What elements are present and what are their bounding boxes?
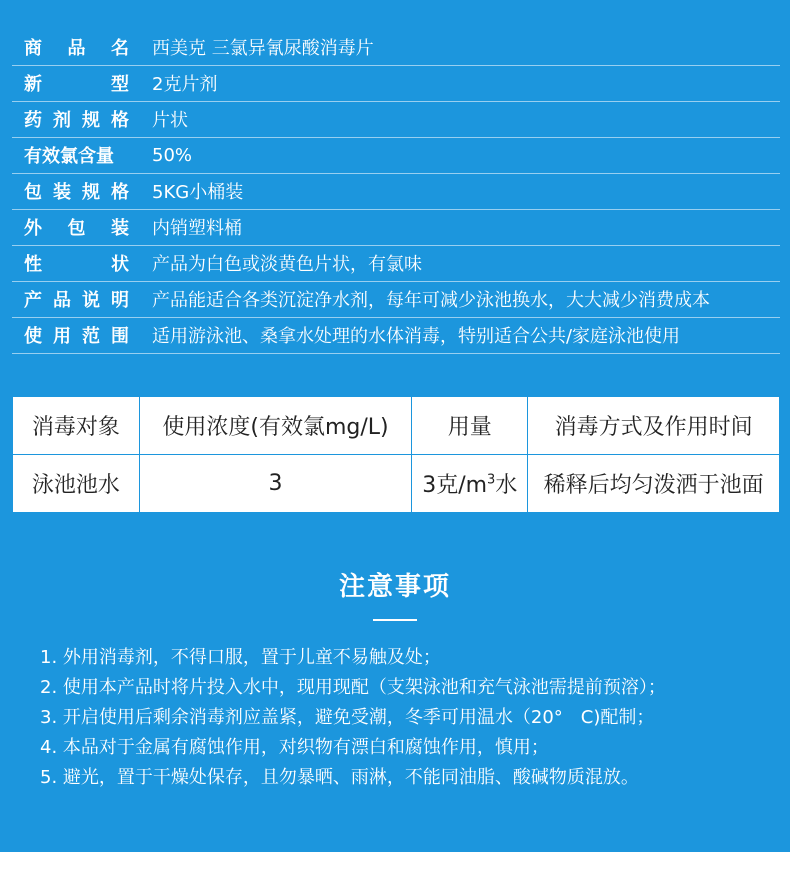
spec-value: 50% [142,137,780,173]
usage-table [12,396,780,513]
spec-label-text [24,106,129,132]
spec-label-char: 药 [24,110,42,131]
usage-method: 稀释后均匀泼洒于池面 [528,455,780,513]
usage-row [13,455,780,513]
spec-row [12,101,780,137]
spec-label [12,29,142,65]
header-method: 消毒方式及作用时间 [528,397,780,455]
spec-label-char: 状 [111,254,129,275]
notes-list [40,643,780,793]
usage-header-row [13,397,780,455]
spec-label-char: 装 [111,218,129,239]
spec-label-char: 包 [67,218,86,239]
spec-label [12,101,142,137]
usage-concentration: 3 [139,455,412,513]
header-dosage: 用量 [412,397,528,455]
notes-item: 3. 开启使用后剩余消毒剂应盖紧，避免受潮，冬季可用温水（20° C)配制； [40,707,655,728]
spec-label [12,137,142,173]
spec-value: 5KG小桶装 [142,173,780,209]
spec-label-text [24,178,129,204]
spec-label-char: 规 [82,182,100,203]
dosage-suffix: 水 [495,473,518,498]
spec-label-char: 品 [53,290,71,311]
spec-row [12,317,780,353]
spec-label-text [24,142,129,168]
notes-item: 2. 使用本产品时将片投入水中，现用现配（支架泳池和充气泳池需提前预溶）； [40,677,666,698]
spec-label-char: 围 [111,326,129,347]
usage-object: 泳池池水 [13,455,140,513]
notes-divider [373,619,417,621]
notes-title: 注意事项 [338,572,451,602]
spec-label-char: 性 [24,254,42,275]
spec-label-char: 外 [24,218,42,239]
dosage-superscript: 3 [487,472,496,488]
spec-row [12,65,780,101]
spec-label-char: 包 [24,182,42,203]
notes-item: 1. 外用消毒剂，不得口服，置于儿童不易触及处； [40,647,441,668]
spec-row [12,173,780,209]
spec-value: 2克片剂 [142,65,780,101]
spec-label-char: 明 [111,290,129,311]
spec-row [12,209,780,245]
spec-row [12,281,780,317]
spec-label-char: 说 [82,290,100,311]
spec-label-char: 型 [111,74,129,95]
spec-label-char: 有效氯含量 [24,146,114,167]
spec-value: 内销塑料桶 [142,209,780,245]
spec-label [12,173,142,209]
spec-label [12,281,142,317]
spec-row [12,29,780,65]
spec-label-char: 规 [82,110,100,131]
spec-label-char: 用 [53,326,71,347]
header-object: 消毒对象 [13,397,140,455]
spec-label-text [24,34,129,60]
spec-label-text [24,250,129,276]
spec-label-char: 装 [53,182,71,203]
spec-label-char: 新 [24,74,42,95]
spec-value: 片状 [142,101,780,137]
spec-label-text [24,70,129,96]
notes-item: 4. 本品对于金属有腐蚀作用，对织物有漂白和腐蚀作用，慎用； [40,737,549,758]
spec-label-char: 品 [67,37,86,59]
spec-label-char: 范 [82,326,100,347]
spec-label-text [24,322,129,348]
spec-label-char: 剂 [53,110,71,131]
spec-row [12,137,780,173]
spec-label-text [24,286,129,312]
dosage-prefix: 3克/m [422,473,488,498]
spec-table [12,29,780,354]
spec-value: 西美克 三氯异氰尿酸消毒片 [142,29,780,65]
spec-value: 产品为白色或淡黄色片状，有氯味 [142,245,780,281]
spec-label-char: 商 [24,37,42,59]
spec-label-char: 产 [24,290,42,311]
spec-label [12,209,142,245]
usage-dosage [412,455,528,513]
spec-value: 产品能适合各类沉淀净水剂，每年可减少泳池换水，大大减少消费成本 [142,281,780,317]
spec-value: 适用游泳池、桑拿水处理的水体消毒，特别适合公共/家庭泳池使用 [142,317,780,353]
spec-label [12,317,142,353]
spec-label [12,65,142,101]
spec-label-char: 格 [111,110,129,131]
header-concentration: 使用浓度(有效氯mg/L) [139,397,412,455]
spec-label-char: 名 [111,37,129,59]
spec-label-char: 使 [24,326,42,347]
spec-row [12,245,780,281]
notes-item: 5. 避光，置于干燥处保存，且勿暴晒、雨淋，不能同油脂、酸碱物质混放。 [40,767,639,788]
spec-label-char: 格 [111,182,129,203]
spec-label [12,245,142,281]
spec-label-text [24,214,129,240]
